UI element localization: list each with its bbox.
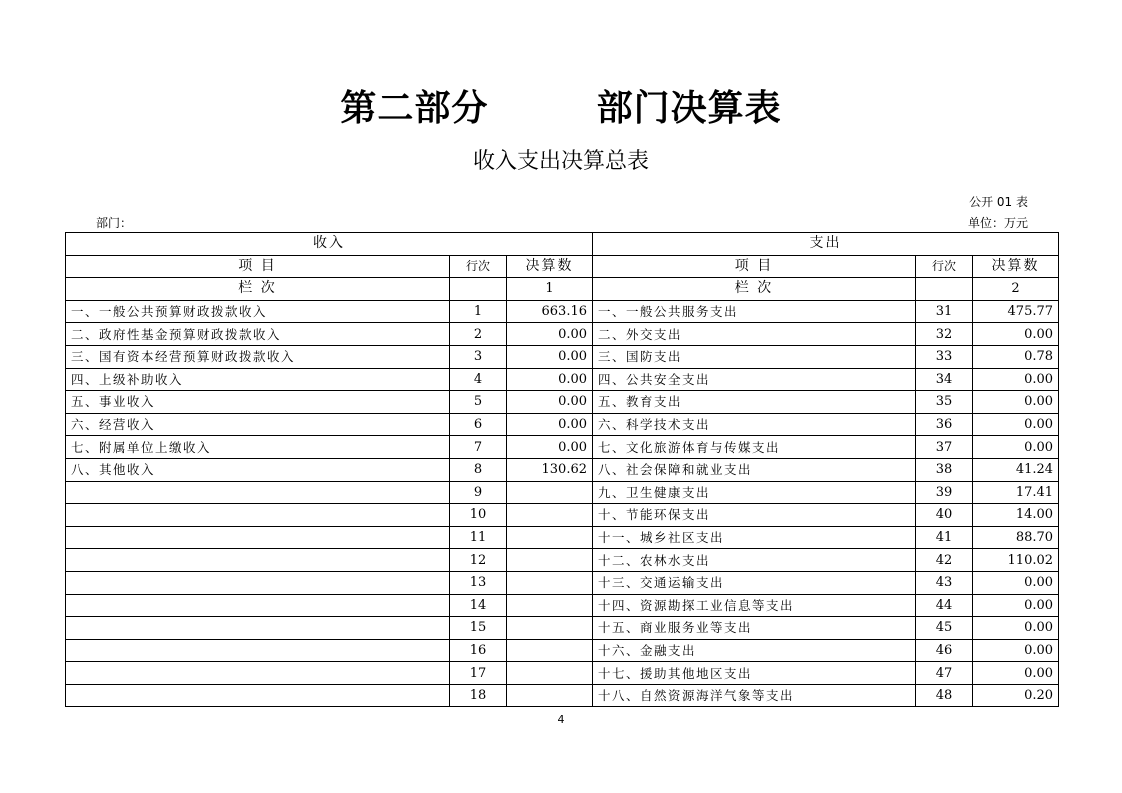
expense-row-no-cell: 43 [916, 571, 973, 594]
income-item-cell [66, 684, 450, 707]
income-amount-cell [507, 639, 593, 662]
expense-amount-cell: 0.00 [973, 594, 1059, 617]
expense-item-cell: 六、科学技术支出 [593, 413, 916, 436]
income-item-cell [66, 504, 450, 527]
expense-item-cell: 十、节能环保支出 [593, 504, 916, 527]
income-item-cell [66, 617, 450, 640]
expense-row-no-cell: 33 [916, 345, 973, 368]
table-row [66, 526, 1059, 549]
income-amount-cell: 0.00 [507, 391, 593, 414]
income-row-no-header: 行次 [450, 255, 507, 278]
expense-amount-cell: 0.00 [973, 413, 1059, 436]
table-row [66, 413, 1059, 436]
income-row-no-cell: 2 [450, 323, 507, 346]
table-row [66, 323, 1059, 346]
expense-column-number: 2 [973, 278, 1059, 301]
expense-amount-cell: 0.00 [973, 662, 1059, 685]
expense-item-cell: 八、社会保障和就业支出 [593, 458, 916, 481]
income-item-cell [66, 526, 450, 549]
income-row-no-cell: 5 [450, 391, 507, 414]
expense-amount-cell: 88.70 [973, 526, 1059, 549]
expense-item-cell: 四、公共安全支出 [593, 368, 916, 391]
table-row [66, 481, 1059, 504]
expense-item-cell: 十一、城乡社区支出 [593, 526, 916, 549]
income-row-no-cell: 14 [450, 594, 507, 617]
income-row-no-cell: 15 [450, 617, 507, 640]
expense-row-no-cell: 47 [916, 662, 973, 685]
expense-row-no-cell: 42 [916, 549, 973, 572]
table-row [66, 639, 1059, 662]
income-amount-cell: 0.00 [507, 345, 593, 368]
expense-row-no-cell: 38 [916, 458, 973, 481]
expense-amount-cell: 14.00 [973, 504, 1059, 527]
income-amount-cell: 130.62 [507, 458, 593, 481]
income-row-no-cell: 13 [450, 571, 507, 594]
income-row-no-cell: 1 [450, 300, 507, 323]
table-row [66, 368, 1059, 391]
expense-amount-cell: 0.00 [973, 617, 1059, 640]
expense-amount-cell: 0.00 [973, 391, 1059, 414]
income-amount-header: 决算数 [507, 255, 593, 278]
income-amount-cell [507, 662, 593, 685]
expense-row-no-cell: 48 [916, 684, 973, 707]
income-item-cell [66, 571, 450, 594]
income-item-cell: 四、上级补助收入 [66, 368, 450, 391]
expense-amount-cell: 17.41 [973, 481, 1059, 504]
income-row-no-cell: 6 [450, 413, 507, 436]
income-item-cell: 五、事业收入 [66, 391, 450, 414]
expense-amount-cell: 110.02 [973, 549, 1059, 572]
expense-item-cell: 十八、自然资源海洋气象等支出 [593, 684, 916, 707]
income-row-no-cell: 12 [450, 549, 507, 572]
table-row [66, 345, 1059, 368]
income-section-header: 收入 [66, 233, 593, 256]
income-amount-cell: 0.00 [507, 436, 593, 459]
expense-item-cell: 九、卫生健康支出 [593, 481, 916, 504]
income-amount-cell: 0.00 [507, 413, 593, 436]
expense-amount-cell: 0.00 [973, 368, 1059, 391]
expense-item-cell: 一、一般公共服务支出 [593, 300, 916, 323]
section-header-row [66, 233, 1059, 256]
income-column-number: 1 [507, 278, 593, 301]
table-row [66, 571, 1059, 594]
unit-label: 单位：万元 [967, 216, 1028, 230]
income-row-no-cell: 16 [450, 639, 507, 662]
income-row-no-cell: 4 [450, 368, 507, 391]
income-amount-cell [507, 617, 593, 640]
income-amount-cell: 0.00 [507, 368, 593, 391]
income-item-cell [66, 549, 450, 572]
income-row-no-cell: 7 [450, 436, 507, 459]
income-item-cell [66, 594, 450, 617]
income-row-no-cell: 9 [450, 481, 507, 504]
expense-item-cell: 十二、农林水支出 [593, 549, 916, 572]
income-row-no-cell: 8 [450, 458, 507, 481]
expense-item-cell: 十三、交通运输支出 [593, 571, 916, 594]
expense-item-cell: 十四、资源勘探工业信息等支出 [593, 594, 916, 617]
expense-column-label: 栏 次 [593, 278, 916, 301]
income-amount-cell [507, 504, 593, 527]
expense-row-no-cell: 41 [916, 526, 973, 549]
table-row [66, 300, 1059, 323]
expense-row-no-cell: 46 [916, 639, 973, 662]
expense-item-cell: 十七、援助其他地区支出 [593, 662, 916, 685]
expense-section-header: 支出 [593, 233, 1059, 256]
expense-row-no-cell: 44 [916, 594, 973, 617]
expense-row-no-cell: 32 [916, 323, 973, 346]
table-row [66, 662, 1059, 685]
table-row [66, 391, 1059, 414]
page-title: 第二部分 部门决算表 [340, 87, 782, 129]
expense-amount-cell: 0.00 [973, 639, 1059, 662]
expense-row-no-cell: 35 [916, 391, 973, 414]
income-row-no-cell: 10 [450, 504, 507, 527]
expense-amount-header: 决算数 [973, 255, 1059, 278]
expense-amount-cell: 0.00 [973, 323, 1059, 346]
expense-item-cell: 五、教育支出 [593, 391, 916, 414]
income-amount-cell [507, 594, 593, 617]
expense-row-no-header: 行次 [916, 255, 973, 278]
expense-item-cell: 十六、金融支出 [593, 639, 916, 662]
income-item-cell: 三、国有资本经营预算财政拨款收入 [66, 345, 450, 368]
column-number-row [66, 278, 1059, 301]
expense-item-header: 项 目 [593, 255, 916, 278]
income-item-cell: 八、其他收入 [66, 458, 450, 481]
table-row [66, 594, 1059, 617]
income-row-no-cell: 3 [450, 345, 507, 368]
income-row-no-cell: 11 [450, 526, 507, 549]
income-item-header: 项 目 [66, 255, 450, 278]
expense-row-no-cell: 45 [916, 617, 973, 640]
income-item-cell [66, 639, 450, 662]
expense-item-cell: 七、文化旅游体育与传媒支出 [593, 436, 916, 459]
income-amount-cell [507, 684, 593, 707]
expense-item-cell: 三、国防支出 [593, 345, 916, 368]
income-amount-cell [507, 481, 593, 504]
expense-amount-cell: 0.00 [973, 571, 1059, 594]
income-expense-table [65, 232, 1059, 707]
income-item-cell: 一、一般公共预算财政拨款收入 [66, 300, 450, 323]
expense-amount-cell: 0.20 [973, 684, 1059, 707]
expense-amount-cell: 0.78 [973, 345, 1059, 368]
expense-row-no-cell: 40 [916, 504, 973, 527]
page-number: 4 [557, 713, 565, 726]
table-row [66, 458, 1059, 481]
table-row [66, 617, 1059, 640]
income-item-cell [66, 662, 450, 685]
expense-amount-cell: 41.24 [973, 458, 1059, 481]
income-amount-cell [507, 549, 593, 572]
expense-amount-cell: 475.77 [973, 300, 1059, 323]
income-item-cell: 六、经营收入 [66, 413, 450, 436]
income-amount-cell [507, 571, 593, 594]
expense-row-no-cell: 39 [916, 481, 973, 504]
expense-item-cell: 二、外交支出 [593, 323, 916, 346]
table-title: 收入支出决算总表 [472, 149, 649, 174]
table-row [66, 684, 1059, 707]
income-amount-cell: 663.16 [507, 300, 593, 323]
income-item-cell [66, 481, 450, 504]
income-item-cell: 七、附属单位上缴收入 [66, 436, 450, 459]
department-label: 部门： [96, 216, 133, 230]
expense-row-no-cell: 36 [916, 413, 973, 436]
income-row-no-cell: 17 [450, 662, 507, 685]
table-code: 公开 01 表 [969, 195, 1028, 209]
expense-column-blank [916, 278, 973, 301]
expense-row-no-cell: 37 [916, 436, 973, 459]
table-row [66, 504, 1059, 527]
expense-row-no-cell: 34 [916, 368, 973, 391]
income-row-no-cell: 18 [450, 684, 507, 707]
income-column-label: 栏 次 [66, 278, 450, 301]
income-column-blank [450, 278, 507, 301]
table-row [66, 436, 1059, 459]
expense-item-cell: 十五、商业服务业等支出 [593, 617, 916, 640]
income-amount-cell: 0.00 [507, 323, 593, 346]
column-header-row [66, 255, 1059, 278]
expense-row-no-cell: 31 [916, 300, 973, 323]
income-amount-cell [507, 526, 593, 549]
income-item-cell: 二、政府性基金预算财政拨款收入 [66, 323, 450, 346]
expense-amount-cell: 0.00 [973, 436, 1059, 459]
table-row [66, 549, 1059, 572]
